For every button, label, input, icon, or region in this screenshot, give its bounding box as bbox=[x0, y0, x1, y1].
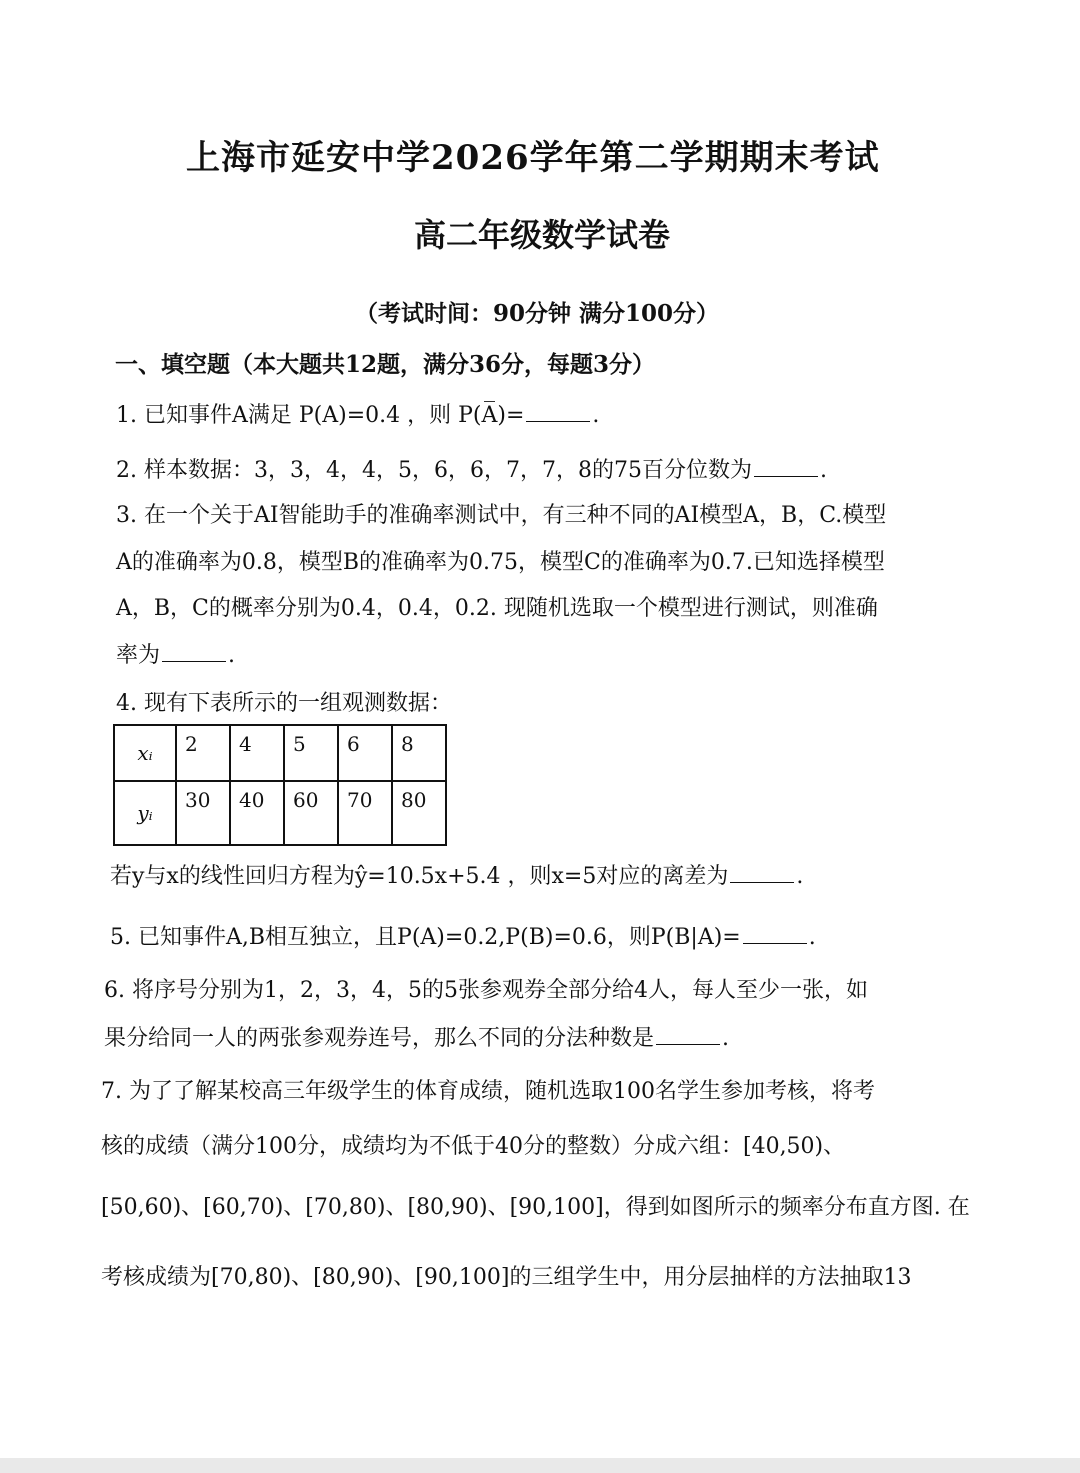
answer-blank bbox=[754, 458, 818, 477]
table-cell: 6 bbox=[338, 725, 392, 781]
answer-blank bbox=[743, 925, 807, 944]
question-2 bbox=[116, 458, 827, 484]
answer-blank bbox=[656, 1026, 720, 1045]
question-6-line-2-text: 果分给同一人的两张参观券连号，那么不同的分法种数是 bbox=[104, 1026, 655, 1051]
question-1-end: . bbox=[592, 403, 600, 428]
exam-subtitle: 高二年级数学试卷 bbox=[414, 216, 671, 254]
table-cell: 60 bbox=[284, 781, 338, 845]
table-cell: 8 bbox=[392, 725, 446, 781]
question-6-line-2 bbox=[104, 1026, 729, 1052]
question-6-line-1: 6. 将序号分别为1，2，3，4，5的5张参观券全部分给4人，每人至少一张，如 bbox=[104, 978, 868, 1003]
answer-blank bbox=[162, 643, 226, 662]
question-5 bbox=[110, 925, 816, 951]
question-7-line-1: 7. 为了了解某校高三年级学生的体育成绩，随机选取100名学生参加考核，将考 bbox=[101, 1079, 875, 1104]
exam-info: （考试时间：90分钟 满分100分） bbox=[355, 300, 720, 327]
question-4-text bbox=[110, 864, 803, 890]
answer-blank bbox=[526, 403, 590, 422]
question-6-end: . bbox=[722, 1026, 730, 1051]
table-header-x: xᵢ bbox=[114, 725, 176, 781]
table-cell: 5 bbox=[284, 725, 338, 781]
table-cell: 70 bbox=[338, 781, 392, 845]
question-2-end: . bbox=[819, 458, 827, 483]
section-heading: 一、填空题（本大题共12题，满分36分，每题3分） bbox=[115, 351, 656, 378]
observation-table bbox=[113, 724, 447, 846]
table-row bbox=[114, 781, 446, 845]
question-4-end: . bbox=[796, 864, 804, 889]
question-3-line-4-text: 率为 bbox=[116, 643, 161, 668]
table-header-y: yᵢ bbox=[114, 781, 176, 845]
answer-blank bbox=[730, 864, 794, 883]
question-3-line-2: A的准确率为0.8，模型B的准确率为0.75，模型C的准确率为0.7.已知选择模型 bbox=[116, 550, 885, 575]
table-cell: 2 bbox=[176, 725, 230, 781]
table-row bbox=[114, 725, 446, 781]
table-cell: 80 bbox=[392, 781, 446, 845]
question-7-line-2: 核的成绩（满分100分，成绩均为不低于40分的整数）分成六组：[40,50)、 bbox=[101, 1134, 846, 1159]
question-5-end: . bbox=[808, 925, 816, 950]
table-cell: 4 bbox=[230, 725, 284, 781]
exam-title: 上海市延安中学2026学年第二学期期末考试 bbox=[186, 138, 880, 178]
question-7-line-3: [50,60)、[60,70)、[70,80)、[80,90)、[90,100]，得到如图所示的频率分布直方图. 在 bbox=[101, 1195, 970, 1220]
question-1-text: 1. 已知事件A满足 P(A)=0.4 ，则 P(A̅)= bbox=[116, 403, 525, 428]
question-1 bbox=[116, 403, 599, 429]
question-3-line-3: A，B，C的概率分别为0.4，0.4，0.2. 现随机选取一个模型进行测试，则准确 bbox=[116, 596, 878, 621]
question-4-body: 若y与x的线性回归方程为ŷ=10.5x+5.4 ，则x=5对应的离差为 bbox=[110, 864, 729, 889]
scan-edge bbox=[0, 1458, 1080, 1473]
question-7-line-4: 考核成绩为[70,80)、[80,90)、[90,100]的三组学生中，用分层抽样的方法抽取13 bbox=[101, 1265, 912, 1290]
question-2-text: 2. 样本数据：3，3，4，4，5，6，6，7，7，8的75百分位数为 bbox=[116, 458, 752, 483]
table-cell: 30 bbox=[176, 781, 230, 845]
question-3-line-1: 3. 在一个关于AI智能助手的准确率测试中，有三种不同的AI模型A，B，C.模型 bbox=[116, 503, 887, 528]
question-3-end: . bbox=[228, 643, 236, 668]
table-cell: 40 bbox=[230, 781, 284, 845]
question-3-line-4 bbox=[116, 643, 235, 669]
question-4-intro: 4. 现有下表所示的一组观测数据： bbox=[116, 691, 452, 716]
question-5-text: 5. 已知事件A,B相互独立，且P(A)=0.2,P(B)=0.6，则P(B|A)= bbox=[110, 925, 741, 950]
